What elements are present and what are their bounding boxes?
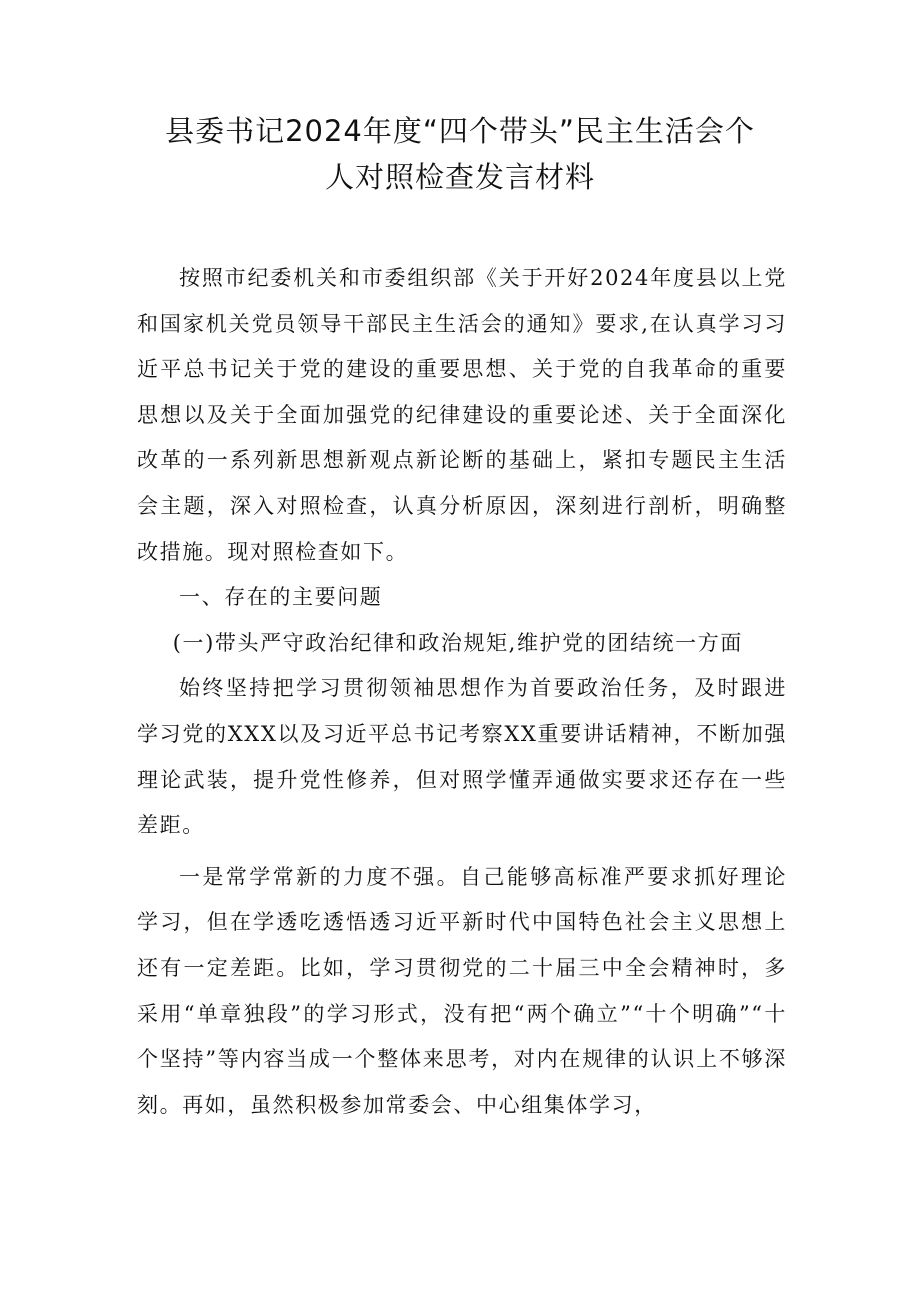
section-heading-1: 一、存在的主要问题 (179, 585, 383, 610)
document-title (130, 108, 790, 200)
document-body (137, 256, 787, 1128)
study-paragraph: 始终坚持把学习贯彻领袖思想作为首要政治任务，及时跟进学习党的XXX以及习近平总书记考察XX重要讲话精神，不断加强理论武装，提升党性修养，但对照学懂弄通做实要求还存在一些差距。 (137, 676, 787, 838)
title-line-2: 人对照检查发言材料 (324, 160, 595, 194)
point-1-paragraph: 一是常学常新的力度不强。自己能够高标准严要求抓好理论学习，但在学透吃透悟透习近平新时代中国特色社会主义思想上还有一定差距。比如，学习贯彻党的二十届三中全会精神时，多采用“单章独段”的学习形式，没有把“两个确立”“十个明确”“十个坚持”等内容当成一个整体来思考，对内在规律的认识上不够深刻。再如，虽然积极参加常委会、中心组集体学习， (137, 864, 787, 1117)
title-line-1: 县委书记2024年度“四个带头”民主生活会个 (165, 114, 755, 148)
intro-paragraph: 按照市纪委机关和市委组织部《关于开好2024年度县以上党和国家机关党员领导干部民主生活会的通知》要求,在认真学习习近平总书记关于党的建设的重要思想、关于党的自我革命的重要思想以及关于全面加强党的纪律建设的重要论述、关于全面深化改革的一系列新思想新观点新论断的基础上，紧扣专题民主生活会主题，深入对照检查，认真分析原因，深刻进行剖析，明确整改措施。现对照检查如下。 (137, 266, 787, 564)
subsection-heading-1: (一)带头严守政治纪律和政治规矩,维护党的团结统一方面 (172, 630, 743, 655)
